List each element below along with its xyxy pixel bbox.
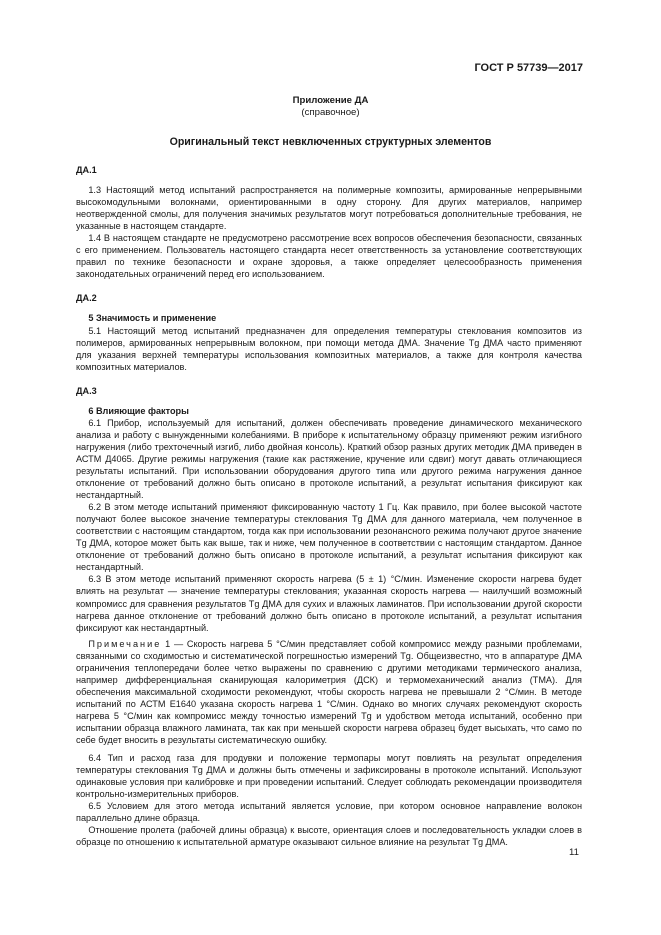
paragraph: 1.3 Настоящий метод испытаний распространяется на полимерные композиты, армированные непрерывными высокомодульными волокнами, ориентированными в одну сторону. Для других материалов, например неотвержденной смолы, для получения значимых результатов могут потребоваться дополнительные требования, не указанные в настоящем стандарте.	[76, 185, 582, 232]
note-text: 1 — Скорость нагрева 5 °С/мин представляет собой компромисс между разными проблемами, связанными со сходимостью и систематической погрешностью измерений Tg. Общеизвестно, что в аппаратуре ДМА ограничения теплопередачи более четко выражены по сравнению с другими методиками термического анализа, например дифференциальная сканирующая калориметрия (ДСК) и термомеханический анализ (ТМА). Для обеспечения максимальной сходимости рекомендуют, чтобы скорость нагрева не превышали 2 °С/мин. В методе испытаний по АСТМ Е1640 указана скорость нагрева 1 °С/мин. Однако во многих случаях рекомендуют скорость нагрева 5 °С/мин как компромисс между точностью измерений Tg и удобством метода испытаний, особенно при испытании образца влажного ламината, так как при меньшей скорости нагрева образец будет высыхать, что само по себе будет вносить в результаты систематическую ошибку.	[76, 638, 582, 746]
paragraph: 5.1 Настоящий метод испытаний предназначен для определения температуры стеклования композитов из полимеров, армированных непрерывным волокном, при помощи метода ДМА. Значение Tg ДМА часто применяют для указания верхней температуры использования композитных материалов, а также для контроля качества композитных материалов.	[76, 325, 582, 372]
standard-number: ГОСТ Р 57739—2017	[474, 62, 583, 74]
section-heading-da2: ДА.2	[76, 293, 97, 304]
paragraph: 6.3 В этом методе испытаний применяют скорость нагрева (5 ± 1) °С/мин. Изменение скорости нагрева будет влиять на результат — значение температуры стеклования; указанная скорость нагрева — наилучший возможный компромисс для сравнения результатов Tg ДМА для сухих и влажных ламинатов. При использовании другой скорости нагрева данное отклонение от требований должно быть описано в протоколе испытаний, а результат испытания фиксируют как нестандартный.	[76, 574, 582, 633]
paragraph: Отношение пролета (рабочей длины образца) к высоте, ориентация слоев и последовательность укладки слоев в образце по отношению к испытательной арматуре оказывают сильное влияние на результат Tg ДМА.	[76, 825, 582, 848]
paragraph: 1.4 В настоящем стандарте не предусмотрено рассмотрение всех вопросов обеспечения безопасности, связанных с его применением. Пользователь настоящего стандарта несет ответственность за установление соответствующих правил по технике безопасности и охране здоровья, а также определяет целесообразность применения законодательных ограничений перед его использованием.	[76, 233, 582, 280]
section-heading-da1: ДА.1	[76, 165, 97, 175]
paragraph: 6.4 Тип и расход газа для продувки и положение термопары могут повлиять на результат определения температуры стеклования Tg ДМА и должны быть отмечены и зафиксированы в протоколе испытаний. Используют одинаковые условия при калибровке и при проведении испытаний. Следует соблюдать рекомендации производителя контрольно-измерительных приборов.	[76, 753, 582, 800]
subsection-heading: 5 Значимость и применение	[88, 313, 217, 324]
document-body	[76, 160, 582, 848]
paragraph: 6.2 В этом методе испытаний применяют фиксированную частоту 1 Гц. Как правило, при более высокой частоте получают более высокое значение температуры стеклования Tg ДМА для данного материала, чем полученное в соответствии с настоящим стандартом, тогда как при использовании резонансного режима получают другое значение Tg ДМА, которое может быть как выше, так и ниже, чем полученное в соответствии с настоящим стандартом. Данное отклонение от требований должно быть описано в протоколе испытаний, а результат испытания фиксируют как нестандартный.	[76, 502, 582, 573]
note	[76, 638, 582, 746]
page-title: Оригинальный текст невключенных структурных элементов	[169, 136, 492, 148]
page-number: 11	[569, 847, 579, 858]
annex-subtitle: (справочное)	[301, 107, 360, 118]
section-heading-da3: ДА.3	[76, 385, 97, 396]
subsection-heading: 6 Влияющие факторы	[88, 405, 189, 416]
annex-title: Приложение ДА	[292, 95, 369, 106]
paragraph: 6.5 Условием для этого метода испытаний является условие, при котором основное направление волокон параллельно длине образца.	[76, 801, 582, 824]
paragraph: 6.1 Прибор, используемый для испытаний, должен обеспечивать проведение динамического механического анализа и работу с вынужденными колебаниями. В приборе к испытательному образцу применяют режим изгибного нагружения (либо трехточечный изгиб, либо двойная консоль). Краткий обзор разных других методик ДМА приведен в АСТМ Д4065. Другие режимы нагружения (такие как растяжение, кручение или сдвиг) могут давать отличающиеся результаты испытаний. При использовании оборудования другого типа или другого режима нагружения данное отклонение от требований должно быть описано в протоколе испытаний, а результат испытания фиксируют как нестандартный.	[76, 417, 582, 501]
note-label: Примечание	[88, 638, 162, 649]
